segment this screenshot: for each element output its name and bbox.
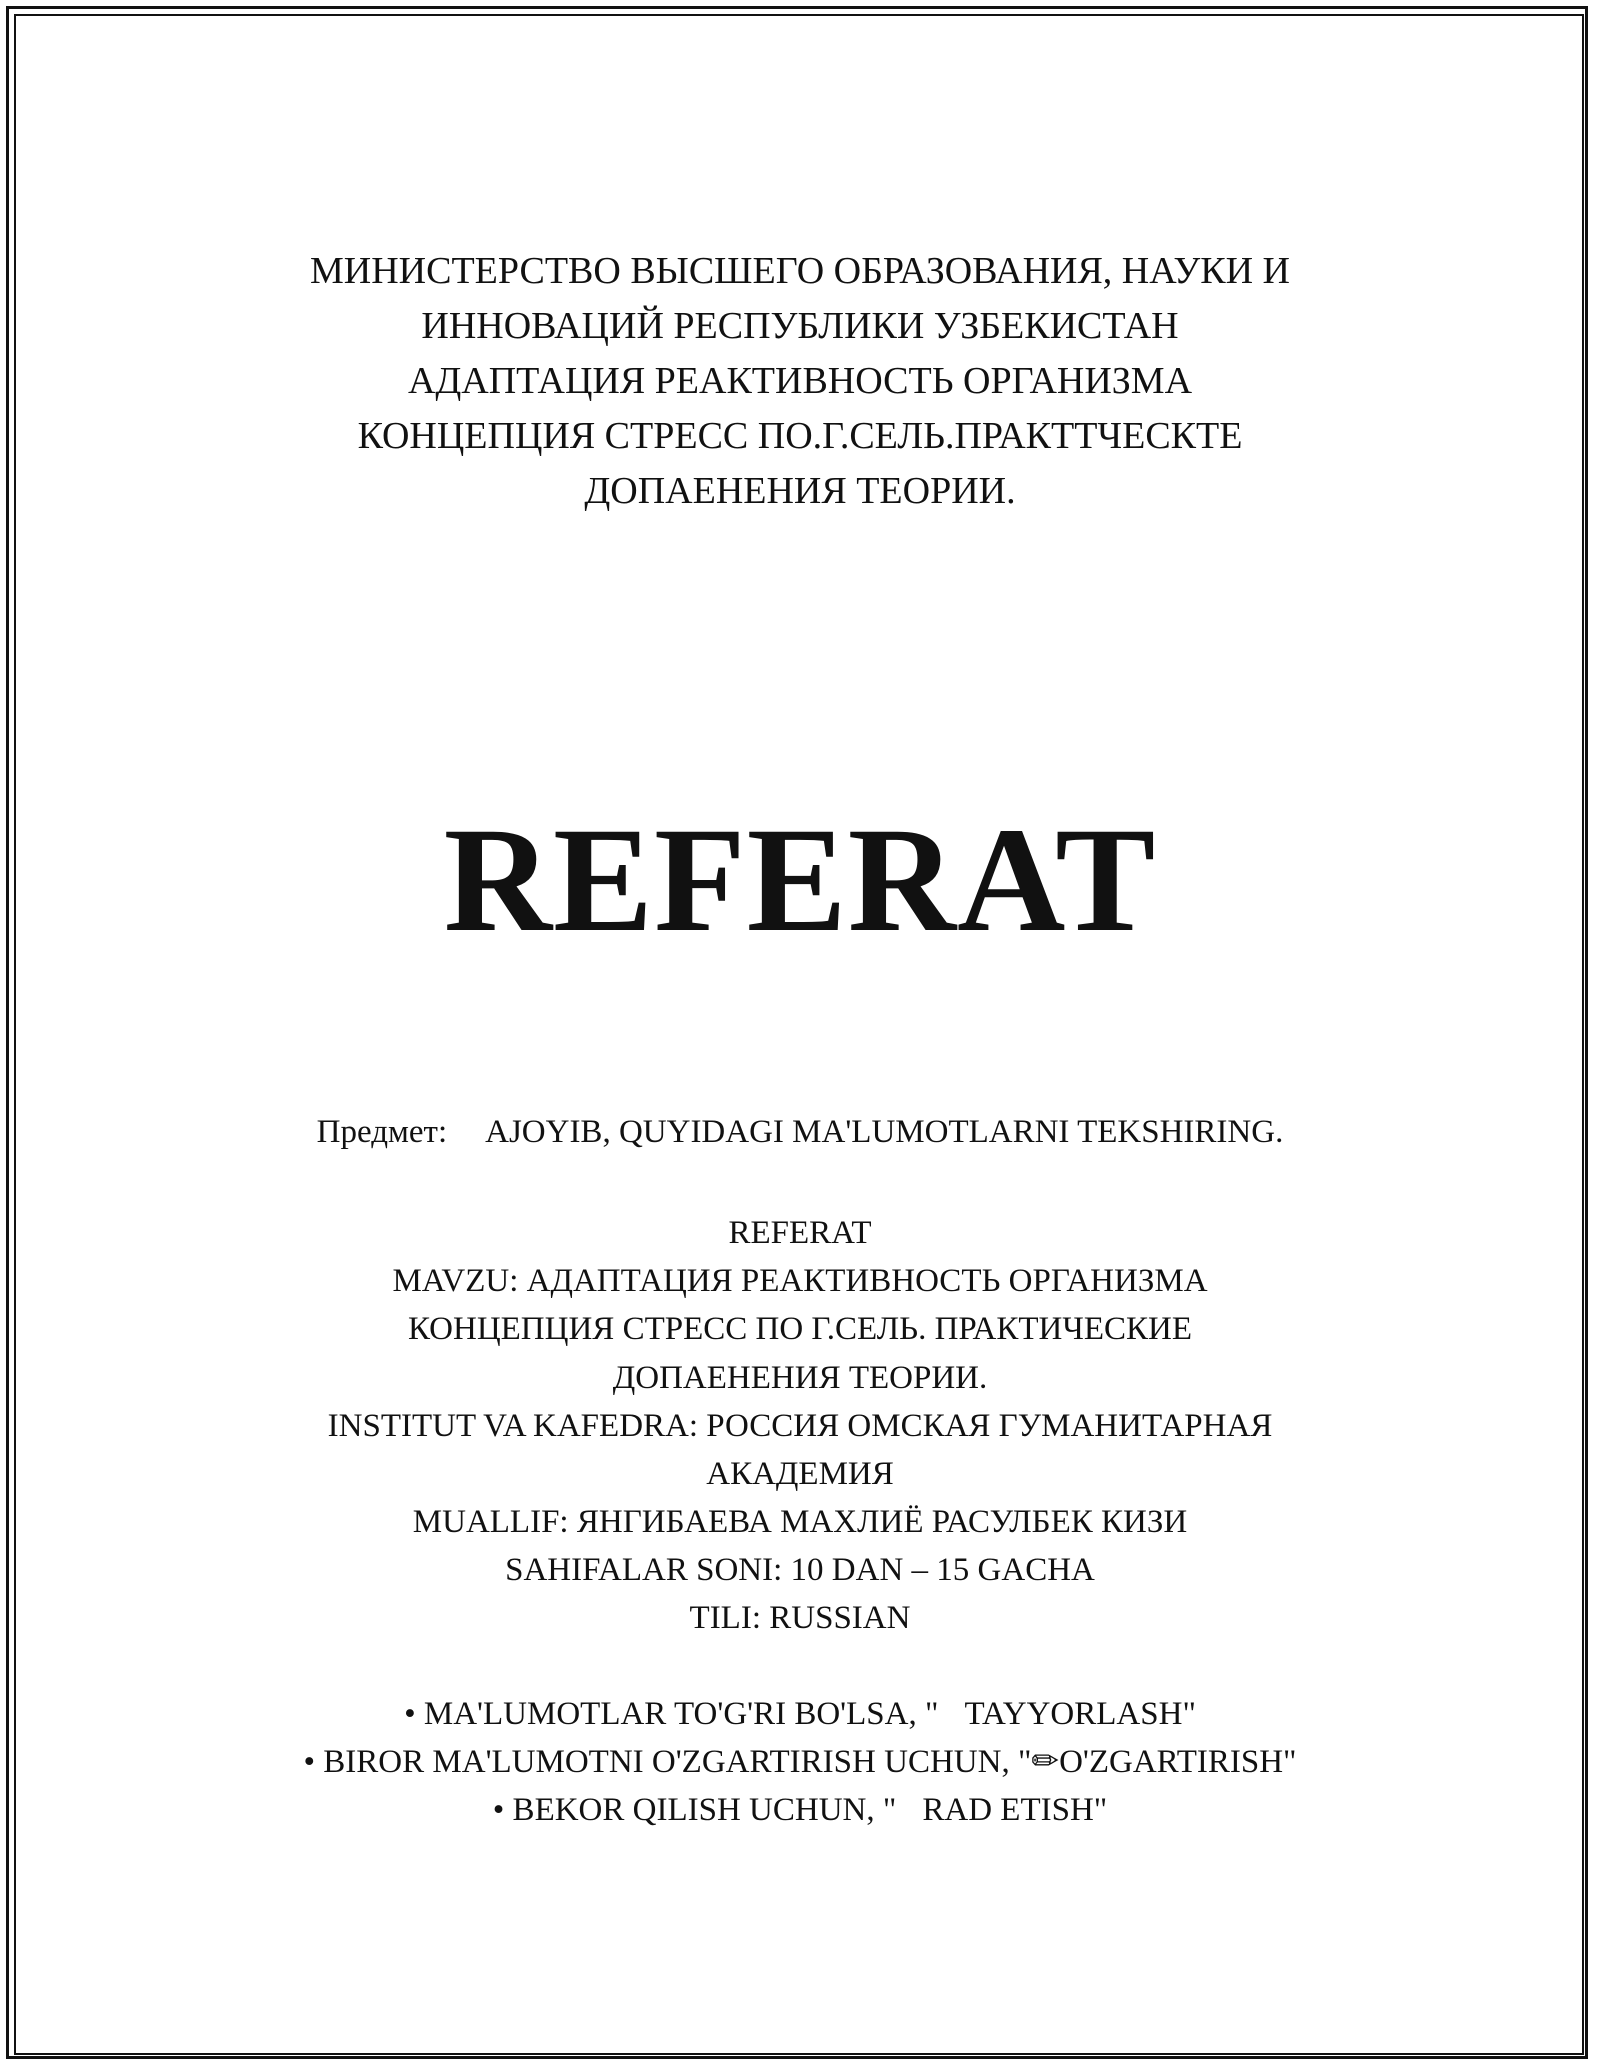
subject-line bbox=[0, 1113, 1600, 1153]
option-confirm-suffix: TAYYORLASH" bbox=[964, 1696, 1196, 1732]
referat-details bbox=[200, 1209, 1400, 1643]
option-cancel-prefix: • BEKOR QILISH UCHUN, " bbox=[492, 1792, 897, 1829]
subject-value: AJOYIB, QUYIDAGI MA'LUMOTLARNI TEKSHIRING. bbox=[485, 1114, 1284, 1150]
options-list bbox=[160, 1690, 1440, 1835]
document-title: REFERAT bbox=[443, 797, 1157, 963]
option-confirm-prefix: • MA'LUMOTLAR TO'G'RI BO'LSA, " bbox=[404, 1696, 939, 1732]
details-line-4: ДОПАЕНЕНИЯ ТЕОРИИ. bbox=[612, 1359, 988, 1396]
heading-line-2: ИННОВАЦИЙ РЕСПУБЛИКИ УЗБЕКИСТАН bbox=[421, 305, 1179, 348]
heading-line-5: ДОПАЕНЕНИЯ ТЕОРИИ. bbox=[584, 470, 1016, 513]
subject-label: Предмет: bbox=[316, 1114, 448, 1150]
heading-line-4: КОНЦЕПЦИЯ СТРЕСС ПО.Г.СЕЛЬ.ПРАКТТЧЕСКТЕ bbox=[357, 415, 1243, 458]
option-cancel bbox=[160, 1786, 1440, 1834]
details-line-9: TILI: RUSSIAN bbox=[689, 1600, 911, 1637]
details-line-6: АКАДЕМИЯ bbox=[706, 1455, 894, 1492]
details-line-7: MUALLIF: ЯНГИБАЕВА МАХЛИЁ РАСУЛБЕК КИЗИ bbox=[412, 1504, 1188, 1541]
option-confirm bbox=[160, 1690, 1440, 1738]
details-line-5: INSTITUT VA KAFEDRA: РОССИЯ ОМСКАЯ ГУМАНИТАРНАЯ bbox=[327, 1407, 1273, 1444]
option-cancel-suffix: RAD ETISH" bbox=[922, 1792, 1108, 1829]
details-line-3: КОНЦЕПЦИЯ СТРЕСС ПО Г.СЕЛЬ. ПРАКТИЧЕСКИЕ bbox=[407, 1311, 1193, 1348]
option-edit: • BIROR MA'LUMOTNI O'ZGARTIRISH UCHUN, "✏O'ZGARTIRISH" bbox=[303, 1744, 1297, 1781]
details-line-1: REFERAT bbox=[728, 1215, 872, 1251]
heading-line-3: АДАПТАЦИЯ РЕАКТИВНОСТЬ ОРГАНИЗМА bbox=[407, 360, 1193, 403]
details-line-2: MAVZU: АДАПТАЦИЯ РЕАКТИВНОСТЬ ОРГАНИЗМА bbox=[392, 1263, 1208, 1300]
heading-line-1: МИНИСТЕРСТВО ВЫСШЕГО ОБРАЗОВАНИЯ, НАУКИ И bbox=[310, 250, 1290, 292]
details-line-8: SAHIFALAR SONI: 10 DAN – 15 GACHA bbox=[505, 1552, 1095, 1589]
ministry-heading bbox=[140, 244, 1460, 519]
